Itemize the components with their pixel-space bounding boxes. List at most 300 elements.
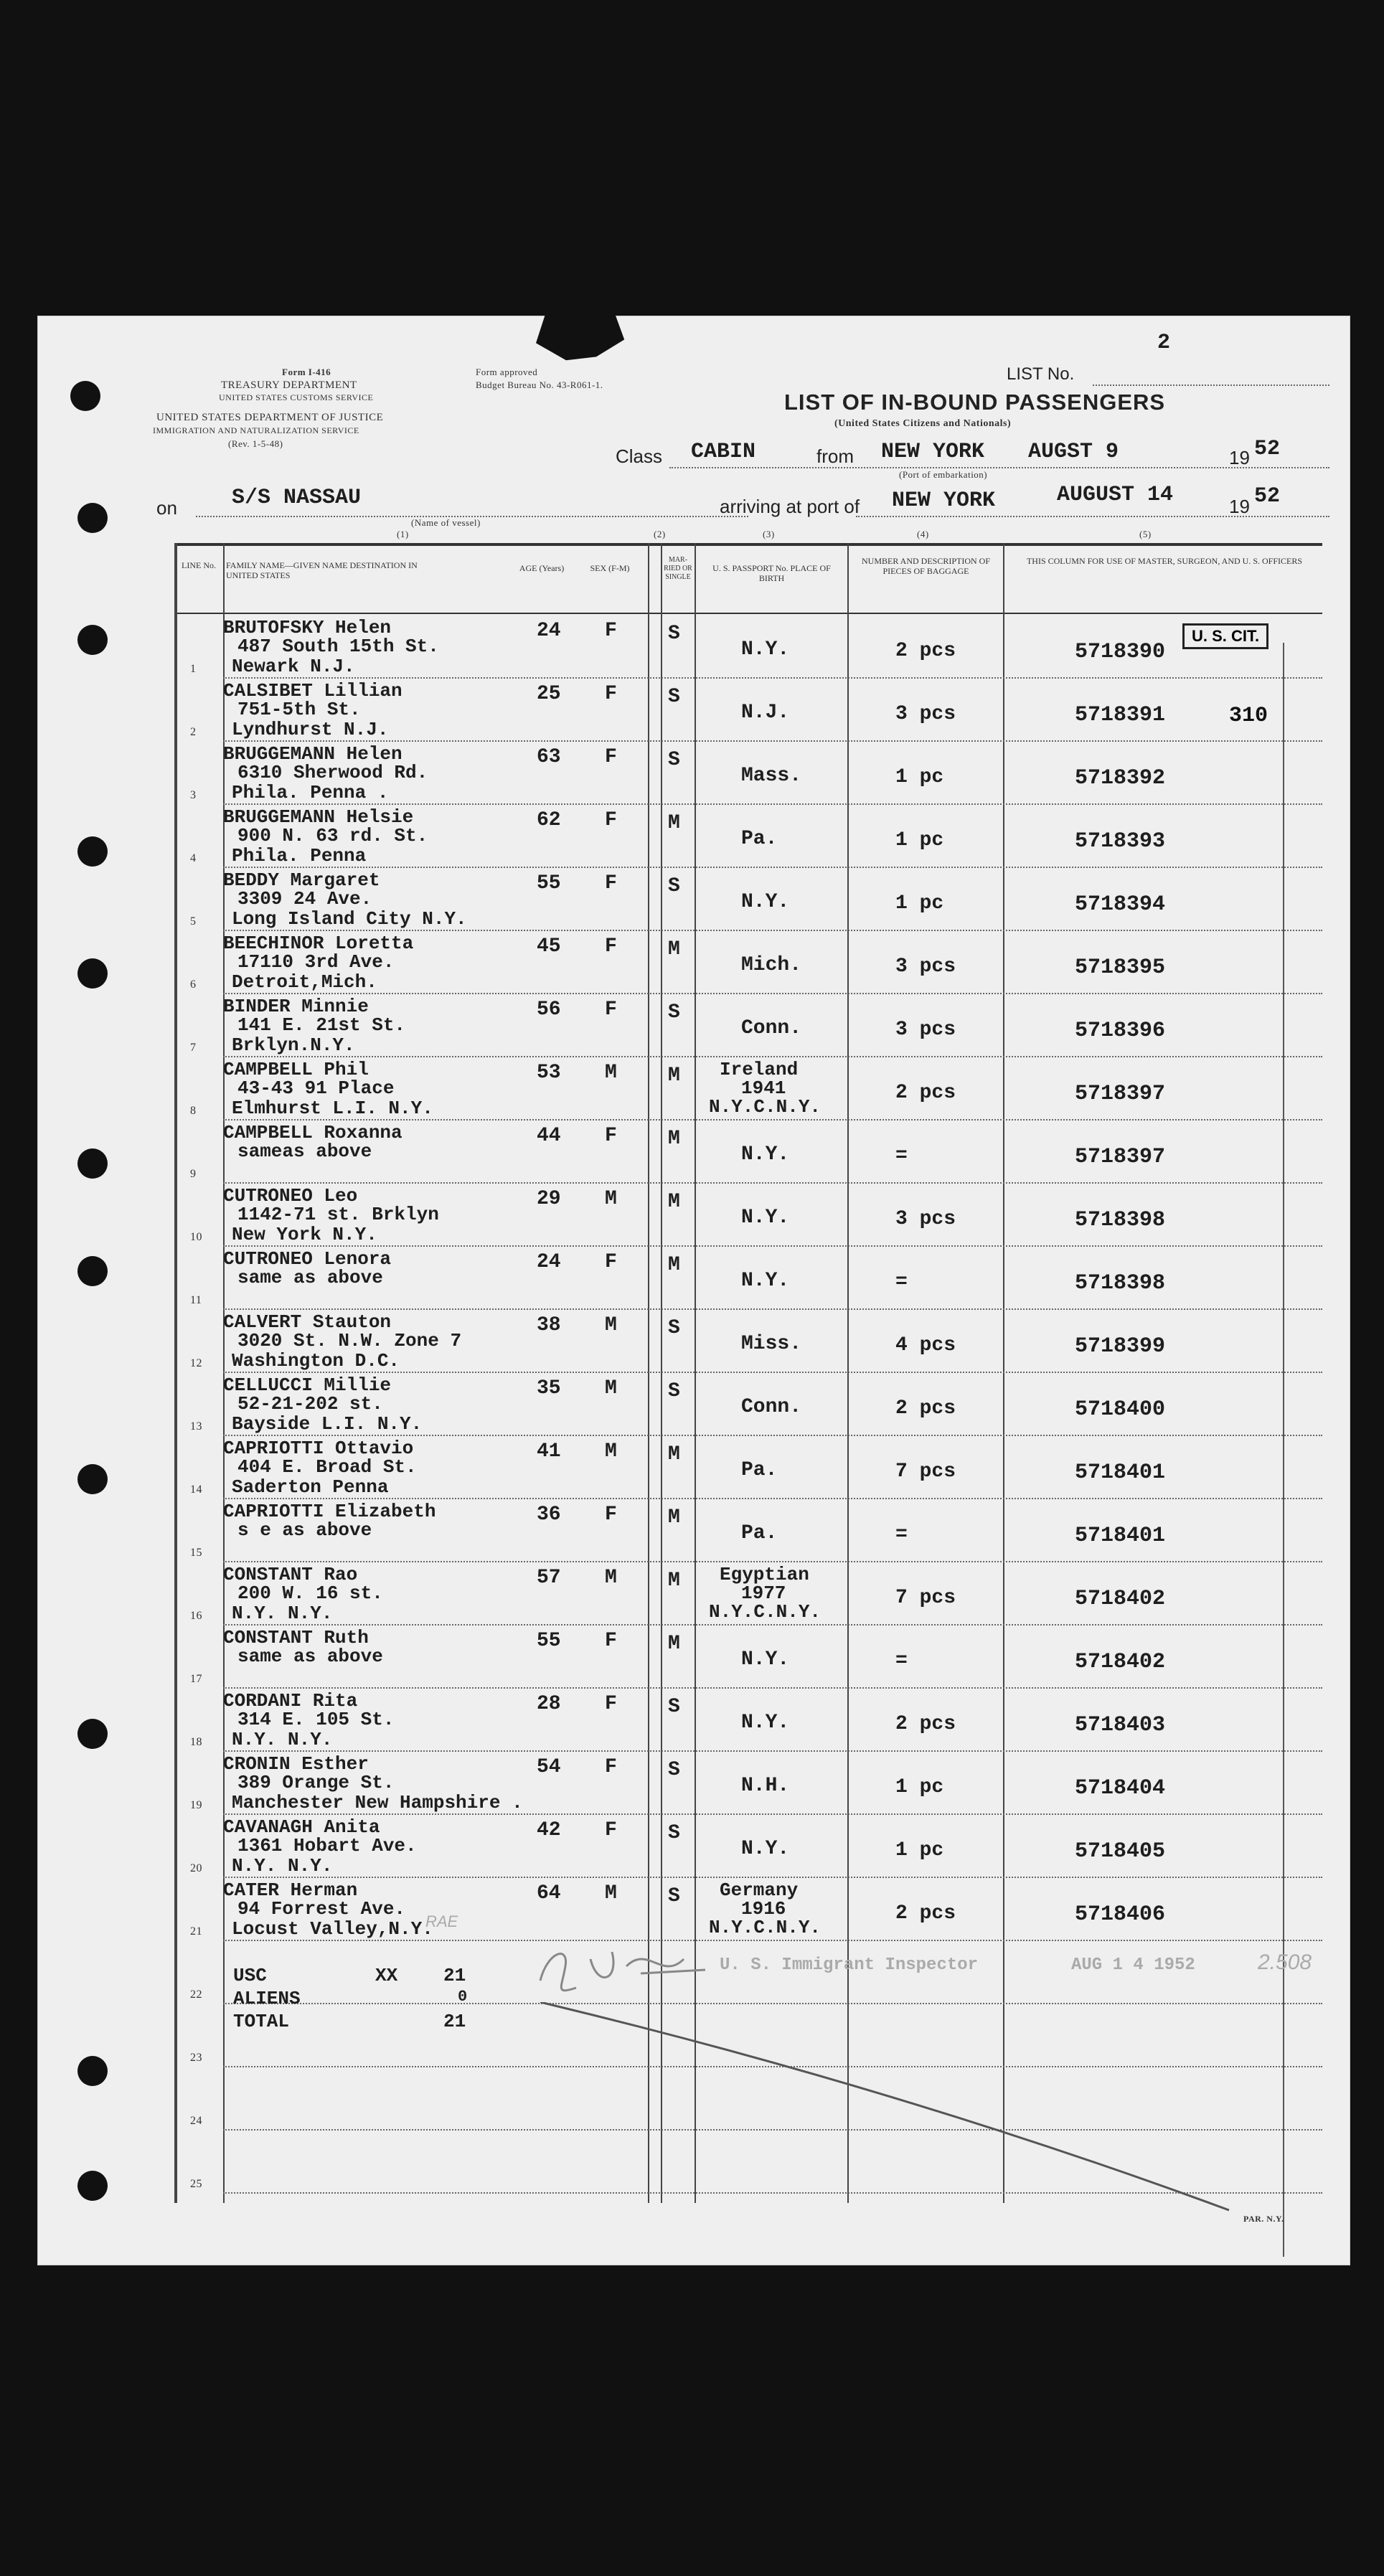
passenger-sex: F xyxy=(605,999,617,1021)
passenger-address-1: 389 Orange St. xyxy=(237,1772,395,1793)
passenger-sex: F xyxy=(605,620,617,642)
line-number: 11 xyxy=(190,1294,202,1306)
line-number: 14 xyxy=(190,1483,202,1496)
passenger-naturalization-place: N.Y.C.N.Y. xyxy=(709,1096,822,1118)
passenger-name: CAPRIOTTI Elizabeth xyxy=(223,1501,436,1522)
line-number: 21 xyxy=(190,1925,202,1938)
passenger-birthplace: Pa. xyxy=(741,828,778,850)
passenger-address-2: Phila. Penna xyxy=(232,845,367,867)
line-number: 23 xyxy=(190,2052,202,2064)
passenger-marital-status: M xyxy=(668,938,680,961)
passenger-birthplace: N.Y. xyxy=(741,1648,790,1671)
line-number: 17 xyxy=(190,1673,202,1685)
on-label: on xyxy=(156,497,177,519)
line-number: 22 xyxy=(190,1988,202,2001)
passenger-sex: F xyxy=(605,872,617,895)
passenger-sex: M xyxy=(605,1188,617,1210)
passenger-birthplace: N.H. xyxy=(741,1775,790,1797)
passenger-officer-number: 5718397 xyxy=(1075,1082,1166,1106)
passenger-address-2: N.Y. N.Y. xyxy=(232,1603,333,1624)
passenger-address-1: 3309 24 Ave. xyxy=(237,888,372,910)
passenger-age: 55 xyxy=(537,872,561,895)
passenger-age: 35 xyxy=(537,1377,561,1400)
passenger-officer-number: 5718396 xyxy=(1075,1019,1166,1043)
list-number-value: 2 xyxy=(1157,331,1171,355)
inspector-date: AUG 1 4 1952 xyxy=(1071,1955,1195,1975)
port-embarkation-note: (Port of embarkation) xyxy=(899,469,988,480)
passenger-officer-number: 5718403 xyxy=(1075,1713,1166,1737)
row-rule xyxy=(223,677,1322,679)
treasury-department: TREASURY DEPARTMENT xyxy=(221,379,357,391)
passenger-age: 63 xyxy=(537,746,561,768)
passenger-birthplace: N.Y. xyxy=(741,1270,790,1292)
passenger-address-1: 52-21-202 st. xyxy=(237,1393,383,1415)
aliens-label: ALIENS xyxy=(233,1988,301,2009)
punch-hole xyxy=(77,1148,108,1179)
table-top-rule xyxy=(174,543,1322,546)
passenger-marital-status: S xyxy=(668,875,680,897)
passenger-sex: M xyxy=(605,1062,617,1084)
row-rule xyxy=(223,1308,1322,1311)
passenger-officer-number: 5718397 xyxy=(1075,1145,1166,1169)
passenger-name: CAPRIOTTI Ottavio xyxy=(223,1438,414,1459)
passenger-officer-number: 5718392 xyxy=(1075,766,1166,791)
passenger-age: 24 xyxy=(537,620,561,642)
passenger-birthplace: Germany xyxy=(720,1879,799,1901)
passenger-address-1: 751-5th St. xyxy=(237,699,361,720)
arrival-year-prefix: 19 xyxy=(1229,496,1250,517)
line-number: 9 xyxy=(190,1168,197,1180)
passenger-age: 36 xyxy=(537,1504,561,1526)
inspector-signature xyxy=(533,1938,712,2002)
passenger-name: CONSTANT Rao xyxy=(223,1564,358,1585)
passenger-address-1: 487 South 15th St. xyxy=(237,636,439,657)
punch-hole xyxy=(77,836,108,867)
col-num-3: (3) xyxy=(763,529,775,539)
punch-hole xyxy=(77,2056,108,2086)
passenger-officer-number: 5718404 xyxy=(1075,1776,1166,1801)
row-rule xyxy=(223,1940,1322,1942)
row-rule xyxy=(223,1182,1322,1184)
passenger-officer-number: 5718398 xyxy=(1075,1271,1166,1296)
passenger-age: 29 xyxy=(537,1188,561,1210)
row-rule xyxy=(223,993,1322,995)
passenger-name: CRONIN Esther xyxy=(223,1753,369,1775)
row-rule xyxy=(223,1498,1322,1500)
row-rule xyxy=(223,1119,1322,1121)
passenger-name: BINDER Minnie xyxy=(223,996,369,1017)
line-number: 20 xyxy=(190,1862,202,1874)
row-rule xyxy=(223,1877,1322,1879)
passenger-sex: F xyxy=(605,1251,617,1273)
passenger-address-2: Brklyn.N.Y. xyxy=(232,1034,355,1056)
line-number: 19 xyxy=(190,1799,202,1811)
passenger-name: BEECHINOR Loretta xyxy=(223,933,414,954)
punch-hole xyxy=(77,2171,108,2201)
passenger-baggage: = xyxy=(895,1650,908,1672)
vessel-name: S/S NASSAU xyxy=(232,486,362,510)
passenger-officer-number: 5718400 xyxy=(1075,1397,1166,1422)
line-number: 13 xyxy=(190,1420,202,1433)
passenger-baggage: 2 pcs xyxy=(895,640,956,662)
line-number: 24 xyxy=(190,2115,202,2127)
passenger-name: CAMPBELL Phil xyxy=(223,1059,369,1080)
passenger-address-2: Locust Valley,N.Y. xyxy=(232,1918,433,1940)
passenger-name: BEDDY Margaret xyxy=(223,869,380,891)
header-baggage: NUMBER AND DESCRIPTION OF PIECES OF BAGGAGE xyxy=(861,556,991,576)
table-left-rule xyxy=(174,543,177,2203)
passenger-birthplace: Pa. xyxy=(741,1522,778,1544)
aliens-value: 0 xyxy=(458,1988,468,2006)
arriving-label: arriving at port of xyxy=(720,496,860,517)
passenger-age: 44 xyxy=(537,1125,561,1147)
passenger-address-2: New York N.Y. xyxy=(232,1224,377,1245)
passenger-birthplace: N.Y. xyxy=(741,1838,790,1860)
passenger-name: CELLUCCI Millie xyxy=(223,1374,392,1396)
passenger-sex: M xyxy=(605,1314,617,1336)
punch-hole xyxy=(77,503,108,533)
passenger-address-1: 200 W. 16 st. xyxy=(237,1582,383,1604)
passenger-marital-status: M xyxy=(668,1633,680,1655)
passenger-baggage: 2 pcs xyxy=(895,1397,956,1420)
passenger-officer-number: 5718405 xyxy=(1075,1839,1166,1864)
header-name: FAMILY NAME—GIVEN NAME DESTINATION IN UNITED STATES xyxy=(226,560,418,580)
list-no-label: LIST No. xyxy=(1007,364,1075,384)
passenger-baggage: 1 pc xyxy=(895,766,944,788)
passenger-marital-status: S xyxy=(668,686,680,708)
passenger-address-1: 43-43 91 Place xyxy=(237,1077,395,1099)
passenger-baggage: = xyxy=(895,1271,908,1293)
revision-date: (Rev. 1-5-48) xyxy=(228,438,283,449)
passenger-baggage: 1 pc xyxy=(895,1839,944,1862)
passenger-address-1: 1361 Hobart Ave. xyxy=(237,1835,417,1856)
table-header-rule xyxy=(174,613,1322,614)
passenger-age: 45 xyxy=(537,935,561,958)
passenger-sex: F xyxy=(605,1630,617,1652)
row-rule xyxy=(223,1624,1322,1626)
rae-note: RAE xyxy=(425,1912,458,1930)
passenger-address-2: Elmhurst L.I. N.Y. xyxy=(232,1098,433,1119)
passenger-baggage: 1 pc xyxy=(895,892,944,915)
arrival-year: 52 xyxy=(1254,484,1281,509)
passenger-birthplace: Pa. xyxy=(741,1459,778,1481)
line-number: 18 xyxy=(190,1736,202,1748)
passenger-name: CALSIBET Lillian xyxy=(223,680,403,702)
inspector-code: 2.508 xyxy=(1258,1950,1312,1974)
class-value: CABIN xyxy=(691,440,756,464)
passenger-name: CALVERT Stauton xyxy=(223,1311,392,1333)
passenger-age: 56 xyxy=(537,999,561,1021)
passenger-birthplace: N.Y. xyxy=(741,1207,790,1229)
passenger-marital-status: M xyxy=(668,1506,680,1529)
form-number: Form I-416 xyxy=(282,367,331,377)
passenger-marital-status: S xyxy=(668,1759,680,1781)
line-number: 2 xyxy=(190,726,197,738)
row-rule xyxy=(223,740,1322,742)
arrival-line xyxy=(856,516,1329,518)
passenger-age: 38 xyxy=(537,1314,561,1336)
row-rule xyxy=(223,1813,1322,1816)
passenger-address-2: Detroit,Mich. xyxy=(232,971,377,993)
passenger-birthplace: Mich. xyxy=(741,954,802,976)
from-label: from xyxy=(816,445,854,467)
passenger-address-1: sameas above xyxy=(237,1141,372,1162)
passenger-address-1: same as above xyxy=(237,1267,383,1288)
embarkation-port: NEW YORK xyxy=(881,440,985,464)
punch-hole xyxy=(77,1256,108,1286)
passenger-name: BRUGGEMANN Helsie xyxy=(223,806,414,828)
passenger-marital-status: M xyxy=(668,1128,680,1150)
row-rule xyxy=(223,1372,1322,1374)
line-number: 8 xyxy=(190,1105,197,1117)
passenger-officer-number: 5718391 xyxy=(1075,703,1166,727)
passenger-marital-status: S xyxy=(668,1380,680,1402)
immigration-service: IMMIGRATION AND NATURALIZATION SERVICE xyxy=(153,425,359,435)
vessel-note: (Name of vessel) xyxy=(411,517,481,528)
passenger-address-1: 3020 St. N.W. Zone 7 xyxy=(237,1330,462,1351)
punch-hole xyxy=(77,625,108,655)
passenger-baggage: = xyxy=(895,1524,908,1546)
passenger-name: BRUTOFSKY Helen xyxy=(223,617,392,638)
code-310-stamp: 310 xyxy=(1229,704,1268,728)
passenger-birthplace: N.Y. xyxy=(741,1143,790,1166)
passenger-baggage: 1 pc xyxy=(895,1776,944,1798)
passenger-baggage: 7 pcs xyxy=(895,1461,956,1483)
passenger-naturalization-place: N.Y.C.N.Y. xyxy=(709,1601,822,1623)
header-age: AGE (Years) xyxy=(519,563,565,573)
passenger-sex: F xyxy=(605,1504,617,1526)
passenger-name: CORDANI Rita xyxy=(223,1690,358,1712)
punch-hole xyxy=(77,958,108,989)
justice-department: UNITED STATES DEPARTMENT OF JUSTICE xyxy=(156,412,384,423)
row-rule xyxy=(223,930,1322,932)
passenger-address-2: Washington D.C. xyxy=(232,1350,400,1372)
passenger-naturalization-place: N.Y.C.N.Y. xyxy=(709,1917,822,1938)
passenger-baggage: = xyxy=(895,1145,908,1167)
passenger-sex: M xyxy=(605,1567,617,1589)
line-number: 7 xyxy=(190,1042,197,1054)
passenger-sex: F xyxy=(605,809,617,831)
passenger-marital-status: S xyxy=(668,1696,680,1718)
line-number: 6 xyxy=(190,978,197,991)
passenger-baggage: 7 pcs xyxy=(895,1587,956,1609)
row-rule xyxy=(223,1056,1322,1058)
passenger-address-2: Manchester New Hampshire . xyxy=(232,1792,523,1813)
embarkation-year: 52 xyxy=(1254,437,1281,461)
passenger-officer-number: 5718398 xyxy=(1075,1208,1166,1232)
passenger-baggage: 3 pcs xyxy=(895,956,956,978)
class-line xyxy=(669,467,1329,469)
passenger-address-1: 94 Forrest Ave. xyxy=(237,1898,406,1920)
passenger-birthplace: Miss. xyxy=(741,1333,802,1355)
passenger-age: 25 xyxy=(537,683,561,705)
passenger-age: 41 xyxy=(537,1440,561,1463)
passenger-name: CAMPBELL Roxanna xyxy=(223,1122,403,1143)
passenger-birthplace: Egyptian xyxy=(720,1564,809,1585)
line-number: 25 xyxy=(190,2178,202,2190)
document-subtitle: (United States Citizens and Nationals) xyxy=(834,418,1012,429)
passenger-sex: M xyxy=(605,1440,617,1463)
passenger-officer-number: 5718390 xyxy=(1075,640,1166,664)
line-number: 12 xyxy=(190,1357,202,1369)
class-label: Class xyxy=(616,445,663,467)
header-married: MAR-RIED OR SINGLE xyxy=(664,556,692,581)
passenger-baggage: 3 pcs xyxy=(895,1208,956,1230)
header-sex: SEX (F-M) xyxy=(590,563,630,573)
passenger-baggage: 3 pcs xyxy=(895,1019,956,1041)
passenger-address-1: 17110 3rd Ave. xyxy=(237,951,395,973)
passenger-officer-number: 5718395 xyxy=(1075,956,1166,980)
passenger-sex: F xyxy=(605,746,617,768)
passenger-officer-number: 5718399 xyxy=(1075,1334,1166,1359)
us-citizen-stamp: U. S. CIT. xyxy=(1182,623,1268,649)
passenger-address-1: 900 N. 63 rd. St. xyxy=(237,825,428,846)
embarkation-date: AUGST 9 xyxy=(1028,440,1119,464)
passenger-marital-status: S xyxy=(668,1001,680,1024)
printer-mark: PAR. N.Y. xyxy=(1243,2214,1284,2224)
col-num-4: (4) xyxy=(917,529,929,539)
passenger-age: 62 xyxy=(537,809,561,831)
passenger-marital-status: M xyxy=(668,1254,680,1276)
passenger-address-1: 6310 Sherwood Rd. xyxy=(237,762,428,783)
paper-tear xyxy=(526,312,626,381)
col-num-5: (5) xyxy=(1139,529,1152,539)
passenger-naturalization-year: 1977 xyxy=(741,1582,786,1604)
passenger-naturalization-year: 1941 xyxy=(741,1077,786,1099)
passenger-address-1: 314 E. 105 St. xyxy=(237,1709,395,1730)
passenger-name: CUTRONEO Lenora xyxy=(223,1248,392,1270)
col-num-2: (2) xyxy=(654,529,666,539)
cancel-line xyxy=(540,2002,1243,2217)
passenger-address-1: 404 E. Broad St. xyxy=(237,1456,417,1478)
passenger-age: 28 xyxy=(537,1693,561,1715)
passenger-sex: F xyxy=(605,1819,617,1841)
passenger-marital-status: S xyxy=(668,1885,680,1907)
passenger-officer-number: 5718393 xyxy=(1075,829,1166,854)
passenger-marital-status: S xyxy=(668,1822,680,1844)
passenger-birthplace: Conn. xyxy=(741,1396,802,1418)
passenger-marital-status: S xyxy=(668,623,680,645)
passenger-marital-status: M xyxy=(668,1443,680,1466)
punch-hole xyxy=(77,1464,108,1494)
passenger-age: 24 xyxy=(537,1251,561,1273)
inspector-label: U. S. Immigrant Inspector xyxy=(720,1955,979,1975)
passenger-officer-number: 5718402 xyxy=(1075,1650,1166,1674)
header-officers: THIS COLUMN FOR USE OF MASTER, SURGEON, AND U. S. OFFICERS xyxy=(1026,556,1303,566)
passenger-marital-status: S xyxy=(668,1317,680,1339)
passenger-baggage: 3 pcs xyxy=(895,703,956,725)
row-rule xyxy=(223,1687,1322,1689)
passenger-birthplace: N.Y. xyxy=(741,891,790,913)
passenger-age: 64 xyxy=(537,1882,561,1905)
row-rule xyxy=(223,803,1322,806)
header-passport: U. S. PASSPORT No. PLACE OF BIRTH xyxy=(712,563,831,583)
line-number: 10 xyxy=(190,1231,202,1243)
passenger-sex: F xyxy=(605,1693,617,1715)
passenger-age: 57 xyxy=(537,1567,561,1589)
passenger-marital-status: M xyxy=(668,1570,680,1592)
line-number: 4 xyxy=(190,852,197,864)
passenger-officer-number: 5718394 xyxy=(1075,892,1166,917)
passenger-officer-number: 5718401 xyxy=(1075,1524,1166,1548)
passenger-address-2: Long Island City N.Y. xyxy=(232,908,467,930)
line-number: 15 xyxy=(190,1547,202,1559)
total-value: 21 xyxy=(443,2011,466,2032)
passenger-sex: M xyxy=(605,1882,617,1905)
passenger-name: CONSTANT Ruth xyxy=(223,1627,369,1648)
passenger-age: 54 xyxy=(537,1756,561,1778)
row-rule xyxy=(223,1750,1322,1752)
passenger-marital-status: M xyxy=(668,1191,680,1213)
passenger-name: CUTRONEO Leo xyxy=(223,1185,358,1207)
document-title: LIST OF IN-BOUND PASSENGERS xyxy=(784,390,1166,415)
usc-mark: XX xyxy=(375,1965,398,1986)
punch-hole xyxy=(77,1719,108,1749)
check-line xyxy=(1283,643,1284,2257)
col-num-1: (1) xyxy=(397,529,409,539)
passenger-name: CAVANAGH Anita xyxy=(223,1816,380,1838)
passenger-officer-number: 5718402 xyxy=(1075,1587,1166,1611)
customs-service: UNITED STATES CUSTOMS SERVICE xyxy=(219,392,374,402)
header-line-no: LINE No. xyxy=(182,560,216,570)
passenger-birthplace: N.Y. xyxy=(741,638,790,661)
passenger-age: 42 xyxy=(537,1819,561,1841)
budget-bureau: Budget Bureau No. 43-R061-1. xyxy=(476,379,603,390)
passenger-address-2: Saderton Penna xyxy=(232,1476,389,1498)
passenger-birthplace: Conn. xyxy=(741,1017,802,1039)
manifest-page xyxy=(37,316,1350,2265)
passenger-sex: F xyxy=(605,1756,617,1778)
passenger-age: 55 xyxy=(537,1630,561,1652)
punch-hole xyxy=(70,381,100,411)
passenger-address-2: Bayside L.I. N.Y. xyxy=(232,1413,423,1435)
passenger-baggage: 2 pcs xyxy=(895,1082,956,1104)
form-approved: Form approved xyxy=(476,367,538,377)
passenger-naturalization-year: 1916 xyxy=(741,1898,786,1920)
total-label: TOTAL xyxy=(233,2011,290,2032)
passenger-sex: F xyxy=(605,935,617,958)
passenger-marital-status: M xyxy=(668,1065,680,1087)
passenger-birthplace: Mass. xyxy=(741,765,802,787)
row-rule xyxy=(223,1561,1322,1563)
passenger-address-1: 1142-71 st. Brklyn xyxy=(237,1204,439,1225)
passenger-name: CATER Herman xyxy=(223,1879,358,1901)
passenger-officer-number: 5718406 xyxy=(1075,1902,1166,1927)
passenger-birthplace: N.Y. xyxy=(741,1712,790,1734)
passenger-baggage: 4 pcs xyxy=(895,1334,956,1357)
usc-value: 21 xyxy=(443,1965,466,1986)
embarkation-year-prefix: 19 xyxy=(1229,447,1250,468)
passenger-birthplace: N.J. xyxy=(741,702,790,724)
passenger-sex: M xyxy=(605,1377,617,1400)
line-number: 1 xyxy=(190,663,197,675)
passenger-birthplace: Ireland xyxy=(720,1059,799,1080)
row-rule xyxy=(223,1245,1322,1247)
arrival-date: AUGUST 14 xyxy=(1057,483,1174,507)
passenger-baggage: 1 pc xyxy=(895,829,944,851)
passenger-address-1: 141 E. 21st St. xyxy=(237,1014,406,1036)
list-no-line xyxy=(1093,384,1329,387)
passenger-age: 53 xyxy=(537,1062,561,1084)
passenger-address-2: N.Y. N.Y. xyxy=(232,1729,333,1750)
passenger-officer-number: 5718401 xyxy=(1075,1461,1166,1485)
row-rule xyxy=(223,867,1322,869)
usc-label: USC xyxy=(233,1965,267,1986)
passenger-address-1: same as above xyxy=(237,1646,383,1667)
passenger-sex: F xyxy=(605,1125,617,1147)
passenger-marital-status: S xyxy=(668,749,680,771)
arrival-port: NEW YORK xyxy=(892,489,996,513)
